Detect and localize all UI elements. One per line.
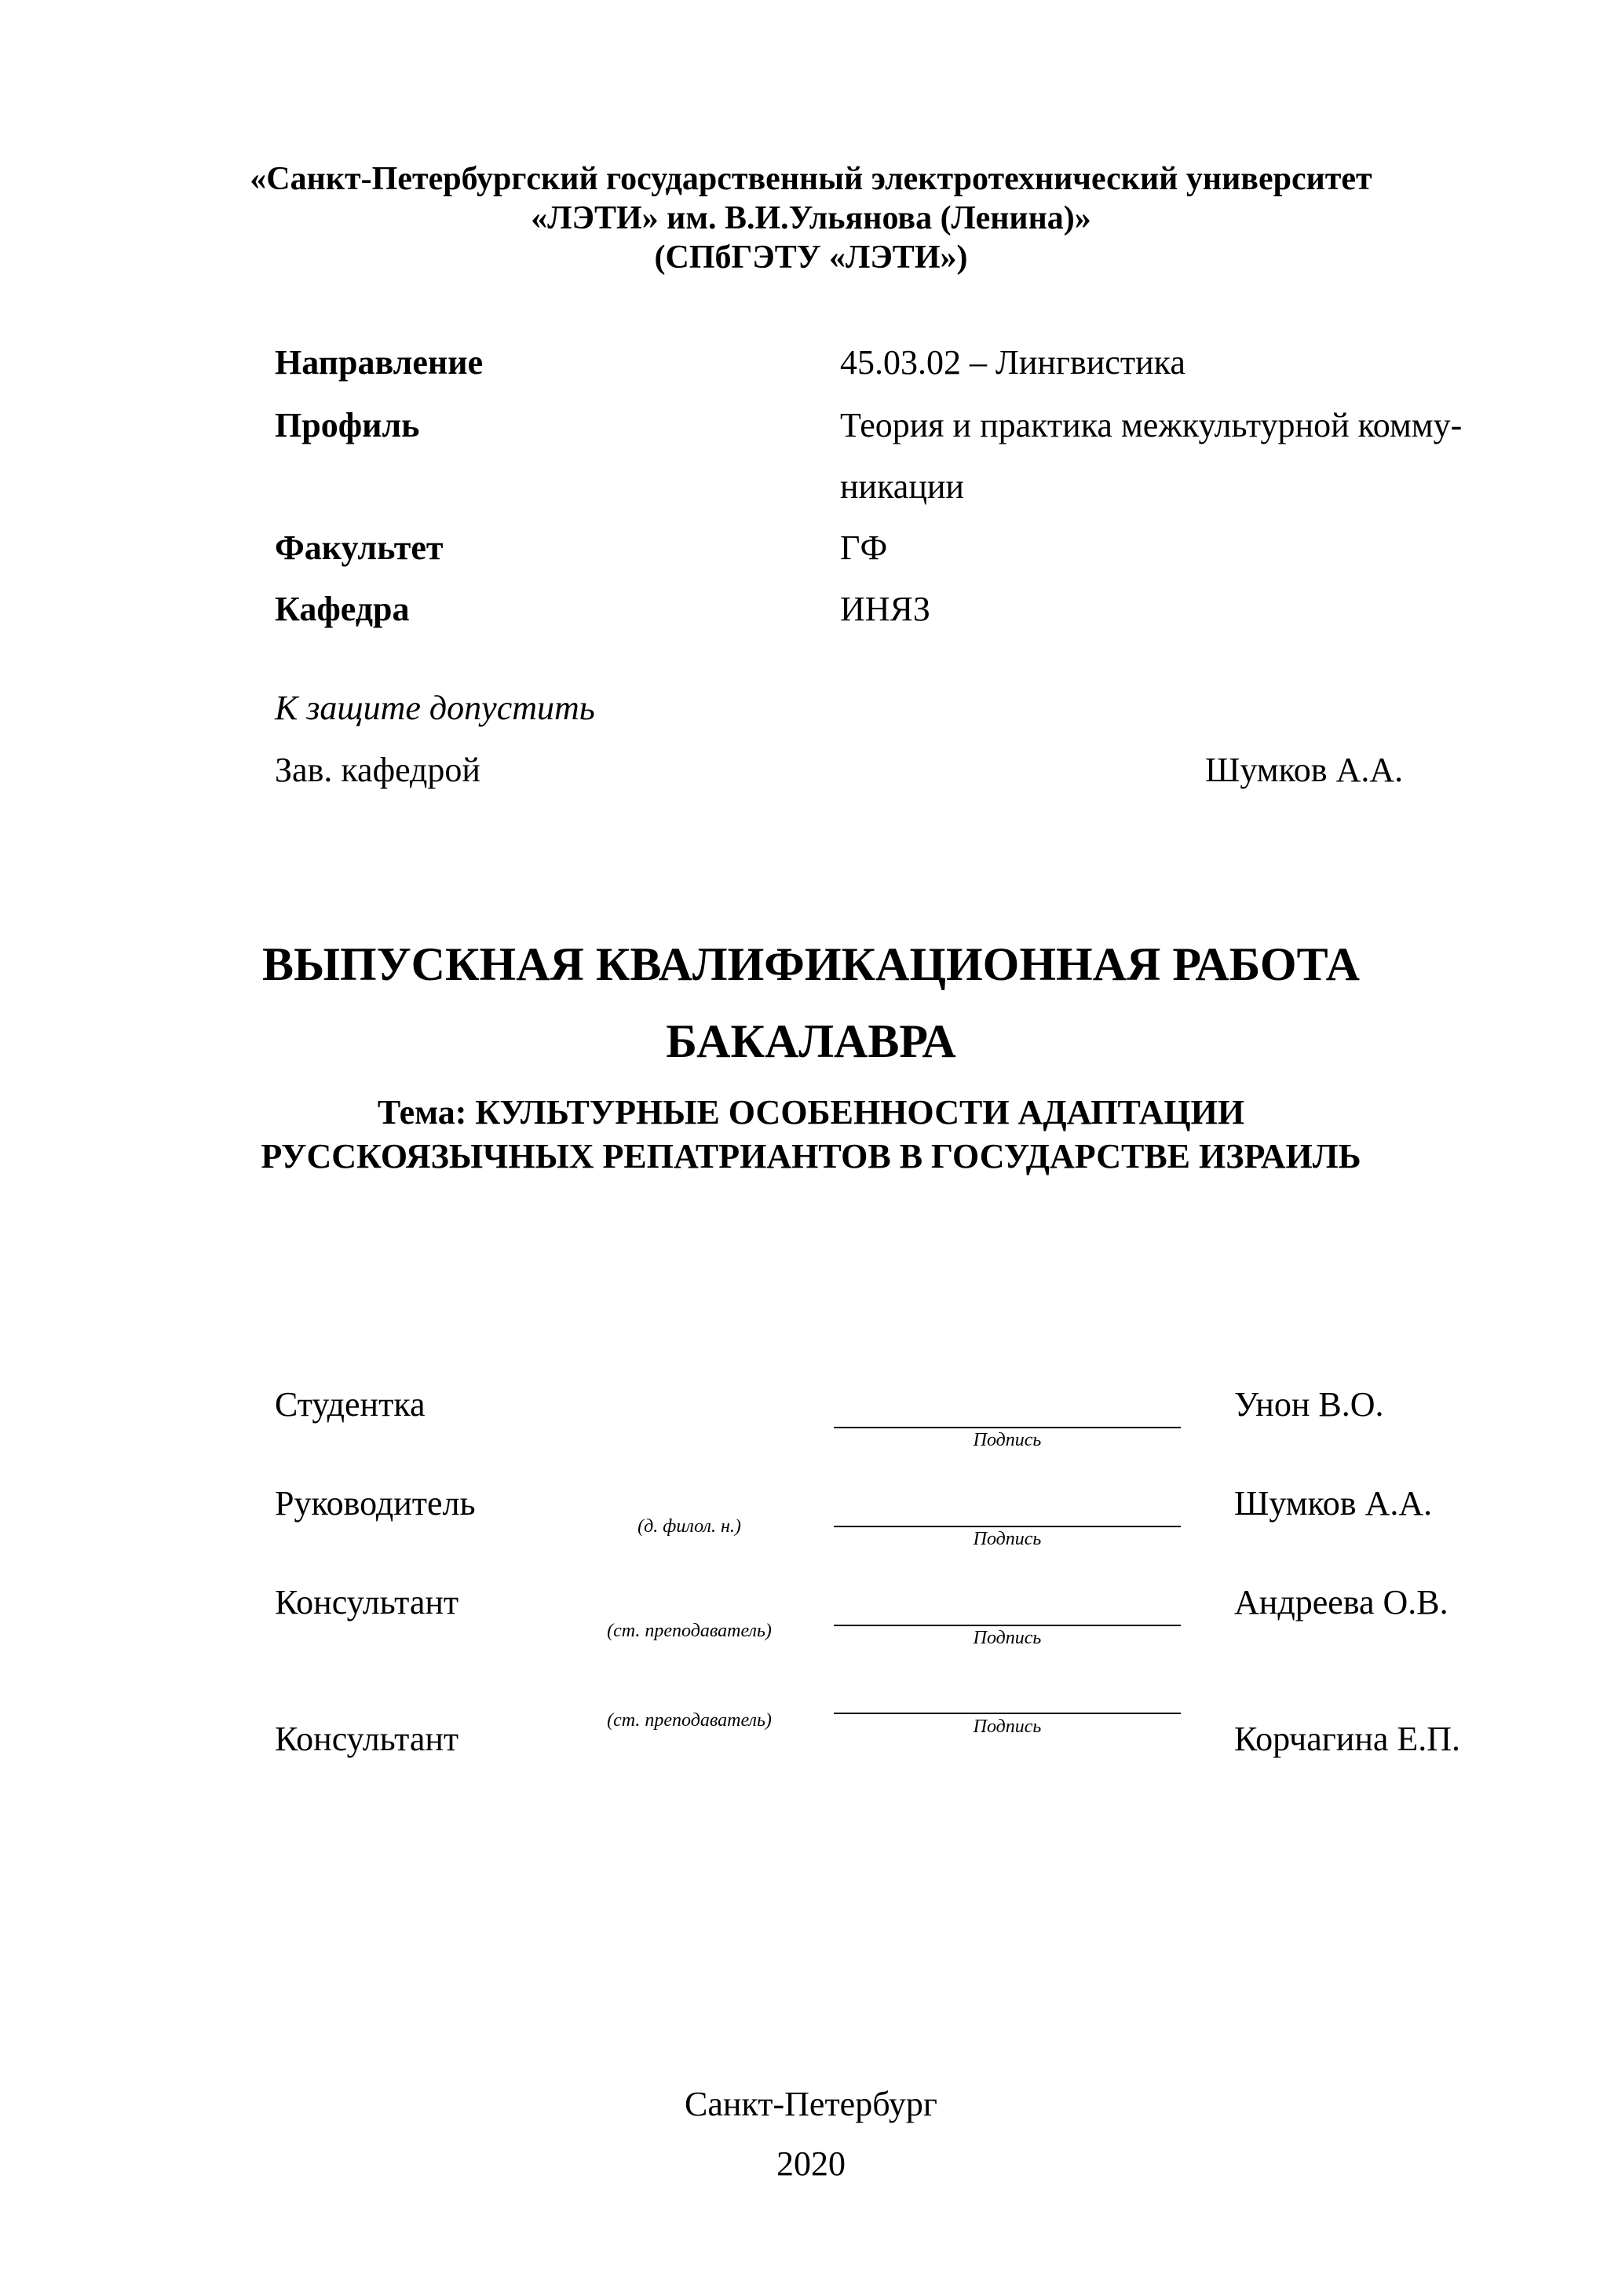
consultant1-role: Консультант [275,1583,459,1621]
faculty-value: ГФ [840,528,888,567]
topic-line1: Тема: КУЛЬТУРНЫЕ ОСОБЕННОСТИ АДАПТАЦИИ [377,1093,1245,1132]
department-label: Кафедра [275,590,410,628]
student-signature-caption: Подпись [973,1430,1042,1450]
direction-value: 45.03.02 – Лингвистика [840,343,1185,382]
faculty-label: Факультет [275,528,444,567]
institution-name-line1: «Санкт-Петербургский государственный электротехнический университет [250,161,1372,197]
admission-text: К защите допустить [275,689,595,727]
student-signature-line [834,1427,1181,1428]
consultant2-degree: (ст. преподаватель) [607,1710,772,1731]
department-head-name: Шумков А.А. [1205,751,1404,789]
supervisor-signature-line [834,1526,1181,1527]
footer-year: 2020 [776,2144,846,2183]
consultant2-signature-caption: Подпись [973,1717,1042,1737]
work-title-line2: БАКАЛАВРА [666,1015,956,1067]
student-name: Унон В.О. [1234,1385,1384,1424]
department-value: ИНЯЗ [840,590,930,628]
department-head-label: Зав. кафедрой [275,751,480,789]
consultant1-signature-caption: Подпись [973,1628,1042,1648]
supervisor-name: Шумков А.А. [1234,1484,1433,1523]
supervisor-role: Руководитель [275,1484,476,1523]
consultant2-role: Консультант [275,1720,459,1758]
topic-line2: РУССКОЯЗЫЧНЫХ РЕПАТРИАНТОВ В ГОСУДАРСТВЕ ИЗРАИЛЬ [261,1137,1361,1175]
supervisor-degree: (д. филол. н.) [637,1516,741,1537]
consultant1-degree: (ст. преподаватель) [607,1621,772,1641]
profile-value-continuation: никации [840,467,964,506]
consultant2-name: Корчагина Е.П. [1234,1720,1461,1758]
institution-header [0,159,1622,277]
institution-name-line2: «ЛЭТИ» им. В.И.Ульянова (Ленина)» [531,200,1091,236]
institution-abbreviation: (СПбГЭТУ «ЛЭТИ») [654,239,968,276]
work-title-line1: ВЫПУСКНАЯ КВАЛИФИКАЦИОННАЯ РАБОТА [262,938,1360,990]
student-role: Студентка [275,1385,426,1424]
direction-label: Направление [275,343,484,382]
supervisor-signature-caption: Подпись [973,1529,1042,1549]
consultant2-signature-line [834,1713,1181,1714]
profile-value: Теория и практика межкультурной комму- [840,406,1463,444]
footer-city: Санкт-Петербург [685,2085,937,2123]
consultant1-signature-line [834,1625,1181,1626]
profile-label: Профиль [275,406,420,444]
consultant1-name: Андреева О.В. [1234,1583,1448,1621]
